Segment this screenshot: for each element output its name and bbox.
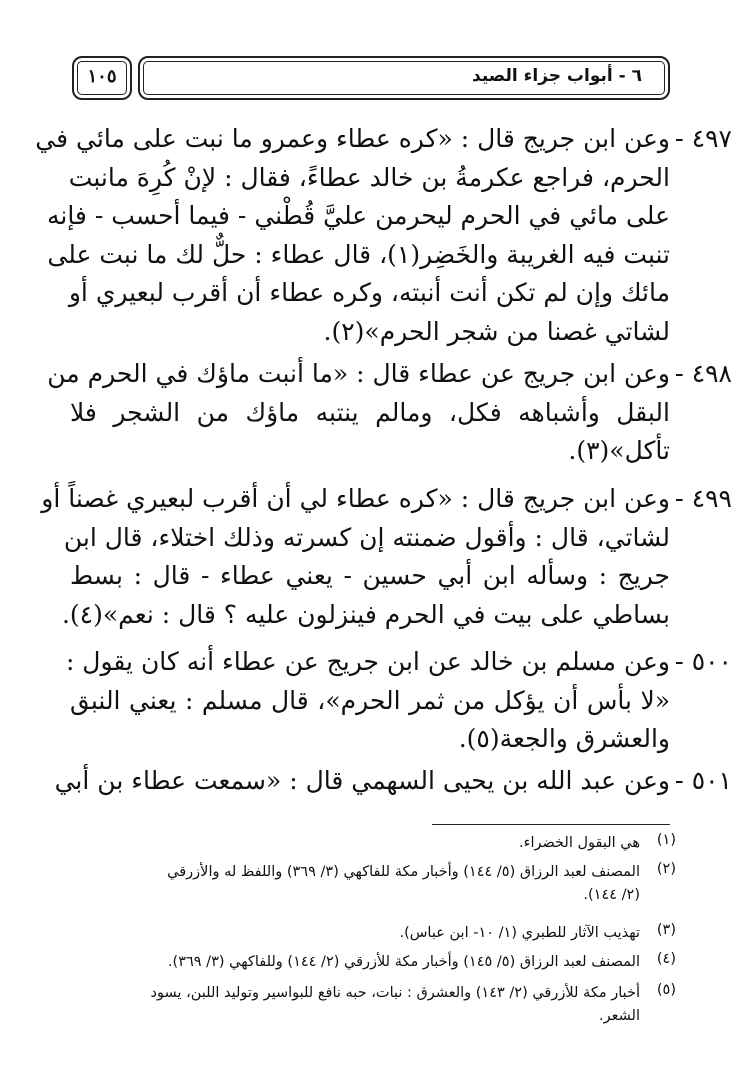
entry-number: ٥٠١ - (674, 766, 732, 795)
text-line: وعن ابن جريج قال : «كره عطاء لي أن أقرب لبعيري غصناً أو (41, 484, 670, 513)
text-line: الحرم، فراجع عكرمةُ بن خالد عطاءً، فقال : لإنْ كُرِهَ مانبت (68, 162, 670, 192)
entry-number: ٥٠٠ - (674, 647, 732, 676)
entry-number: ٤٩٧ - (674, 124, 732, 153)
hadith-entry (47, 355, 732, 471)
text-line: وعن ابن جريج عن عطاء قال : «ما أنبت ماؤك في الحرم من (47, 359, 670, 388)
footnote-marker: (٥) (656, 982, 676, 998)
page-number: ١٠٥ (72, 56, 132, 100)
text-line: البقل وأشباهه فكل، ومالم ينتبه ماؤك من الشجر فلا (70, 397, 670, 427)
footnote-text: هي البقول الخضراء. (519, 835, 640, 851)
text-line: لشاتي غصنا من شجر الحرم»(٢). (323, 316, 670, 346)
footnote-text: تهذيب الآثار للطبري (١/ ١٠- ابن عباس). (399, 925, 640, 941)
footnote-text: المصنف لعبد الرزاق (٥/ ١٤٤) وأخبار مكة للفاكهي (٣/ ٣٦٩) واللفظ له والأزرقي (167, 864, 640, 880)
footnote-text: المصنف لعبد الرزاق (٥/ ١٤٥) وأخبار مكة للأزرقي (٢/ ١٤٤) وللفاكهي (٣/ ٣٦٩). (167, 954, 640, 970)
hadith-entry (35, 120, 732, 351)
footnote-text: أخبار مكة للأزرقي (٢/ ١٤٣) والعشرق : نبات، حبه نافع للبواسير وتوليد اللبن، يسود (150, 985, 640, 1001)
text-line: تنبت فيه الغريبة والخَضِر(١)، قال عطاء : حلٌّ لك ما نبت على (47, 239, 670, 269)
entry-number: ٤٩٨ - (674, 359, 732, 388)
text-line: وعن ابن جريج قال : «كره عطاء وعمرو ما نبت على مائي في (35, 124, 670, 153)
chapter-title: ٦ - أبواب جزاء الصيد (472, 66, 642, 86)
running-header (138, 56, 670, 100)
text-line: تأكل»(٣). (568, 436, 670, 465)
text-line: وعن مسلم بن خالد عن ابن جريج عن عطاء أنه كان يقول : (65, 647, 670, 676)
footnote-text: الشعر. (599, 1008, 640, 1024)
text-line: والعشرق والجعة(٥). (458, 724, 670, 753)
footnote-marker: (٤) (656, 951, 676, 967)
hadith-entry (65, 643, 732, 759)
text-line: وعن عبد الله بن يحيى السهمي قال : «سمعت عطاء بن أبي (54, 766, 670, 795)
hadith-entry (54, 762, 732, 801)
text-line: لشاتي، قال : وأقول ضمنته إن كسرته وذلك اختلاء، قال ابن (63, 522, 670, 552)
footnote-text: (٢/ ١٤٤). (583, 887, 640, 903)
hadith-entry (41, 480, 732, 634)
footnote-divider (432, 824, 670, 825)
footnote-marker: (٢) (656, 861, 676, 877)
entry-number: ٤٩٩ - (674, 484, 732, 513)
footnote-marker: (٣) (656, 922, 676, 938)
text-line: «لا بأس أن يؤكل من ثمر الحرم»، قال مسلم : يعني النبق (70, 685, 670, 715)
text-line: بساطي على بيت في الحرم فينزلون عليه ؟ قال : نعم»(٤). (61, 599, 670, 629)
text-line: جريج : وسأله ابن أبي حسين - يعني عطاء - قال : بسط (70, 561, 670, 590)
footnote-marker: (١) (656, 832, 676, 848)
text-line: على مائي في الحرم ليحرمن عليَّ قُطْني - فيما أحسب - فإنه (46, 201, 670, 230)
text-line: مائك وإن لم تكن أنت أنبته، وكره عطاء أن أقرب لبعيري أو (68, 278, 670, 307)
